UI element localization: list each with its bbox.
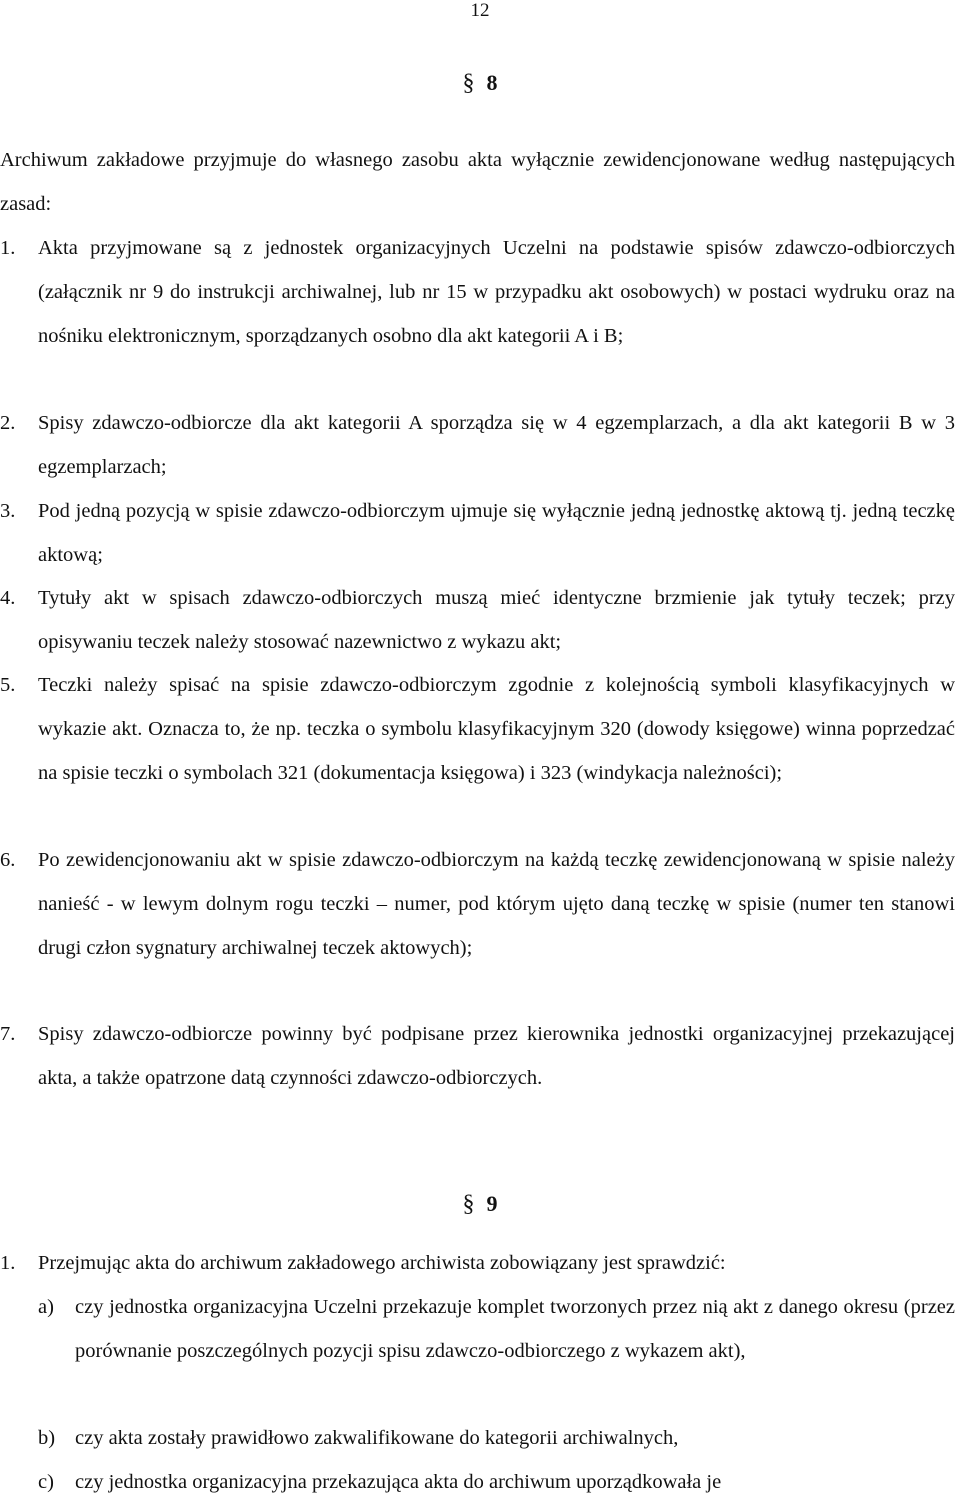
item-text: Spisy zdawczo-odbiorcze dla akt kategorii A sporządza się w 4 egzemplarzach, a dla akt kategorii B w 3 egzemplarzach; (38, 412, 955, 478)
item-number: 3. (0, 500, 16, 522)
list-item (0, 663, 955, 795)
section-8-intro: Archiwum zakładowe przyjmuje do własnego zasobu akta wyłącznie zewidencjonowane według następujących zasad: (0, 149, 955, 215)
sub-item (38, 1285, 955, 1373)
section-symbol: § (462, 70, 475, 96)
item-text: Przejmując akta do archiwum zakładowego archiwista zobowiązany jest sprawdzić: (38, 1252, 726, 1274)
sub-item-letter: b) (38, 1427, 56, 1449)
section-8-heading (0, 70, 960, 97)
item-number: 6. (0, 849, 16, 871)
item-text: Tytuły akt w spisach zdawczo-odbiorczych muszą mieć identyczne brzmienie jak tytuły teczek; przy opisywaniu teczek należy stosować nazewnictwo z wykazu akt; (38, 587, 955, 653)
list-item (0, 226, 955, 358)
section-number: 9 (486, 1191, 498, 1216)
section-symbol: § (462, 1191, 475, 1217)
list-item (0, 401, 955, 489)
item-number: 5. (0, 674, 16, 696)
item-text: Po zewidencjonowaniu akt w spisie zdawczo-odbiorczym na każdą teczkę zewidencjonowaną w spisie należy nanieść - w lewym dolnym rogu teczki – numer, pod którym ujęto daną teczkę w spisie (numer ten stanowi drugi człon sygnatury archiwalnej teczek aktowych); (38, 849, 955, 959)
list-item (0, 838, 955, 970)
section-9-heading (0, 1191, 960, 1218)
item-text: Pod jedną pozycją w spisie zdawczo-odbiorczym ujmuje się wyłącznie jedną jednostkę aktową tj. jedną teczkę aktową; (38, 500, 955, 566)
item-text: Akta przyjmowane są z jednostek organizacyjnych Uczelni na podstawie spisów zdawczo-odbiorczych (załącznik nr 9 do instrukcji archiwalnej, lub nr 15 w przypadku akt osobowych) w postaci wydruku oraz na nośniku elektronicznym, sporządzanych osobno dla akt kategorii A i B; (38, 237, 955, 347)
list-item (0, 489, 955, 577)
list-item (0, 576, 955, 664)
item-number: 4. (0, 587, 16, 609)
item-number: 1. (0, 1252, 16, 1274)
sub-item-letter: a) (38, 1296, 54, 1318)
list-item (0, 1012, 955, 1100)
item-number: 2. (0, 412, 16, 434)
page-number: 12 (470, 0, 490, 21)
sub-item-text: czy akta zostały prawidłowo zakwalifikowane do kategorii archiwalnych, (75, 1427, 679, 1449)
sub-item-letter: c) (38, 1471, 54, 1493)
sub-item (38, 1416, 955, 1460)
sub-item (38, 1460, 955, 1504)
section-number: 8 (486, 70, 498, 95)
item-text: Teczki należy spisać na spisie zdawczo-odbiorczym zgodnie z kolejnością symboli klasyfikacyjnych w wykazie akt. Oznacza to, że np. teczka o symbolu klasyfikacyjnym 320 (dowody księgowe) winna poprzedzać na spisie teczki o symbolach 321 (dokumentacja księgowa) i 323 (windykacja należności); (38, 674, 955, 784)
sub-item-text: czy jednostka organizacyjna Uczelni przekazuje komplet tworzonych przez nią akt z danego okresu (przez porównanie poszczególnych pozycji spisu zdawczo-odbiorczego z wykazem akt), (75, 1296, 955, 1362)
list-item (0, 1241, 955, 1285)
item-number: 1. (0, 237, 16, 259)
item-number: 7. (0, 1023, 16, 1045)
sub-item-text: czy jednostka organizacyjna przekazująca akta do archiwum uporządkowała je (75, 1471, 722, 1493)
item-text: Spisy zdawczo-odbiorcze powinny być podpisane przez kierownika jednostki organizacyjnej przekazującej akta, a także opatrzone datą czynności zdawczo-odbiorczych. (38, 1023, 955, 1089)
